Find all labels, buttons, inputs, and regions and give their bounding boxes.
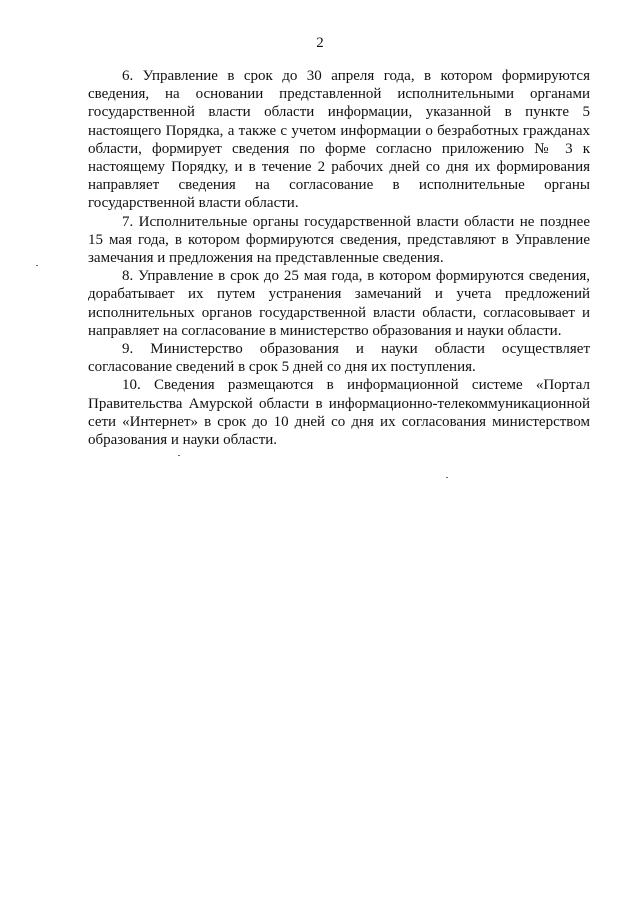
paragraph-7: 7. Исполнительные органы государственной власти области не позднее 15 мая года, в котором формируются сведения, представляют в Управление замечания и предложения на представленные сведения. [88,213,590,267]
scan-speck [36,265,38,266]
page-number: 2 [316,35,324,51]
scan-speck [178,455,180,456]
scan-speck [446,477,448,478]
document-body [88,67,590,449]
paragraph-9: 9. Министерство образования и науки области осуществляет согласование сведений в срок 5 дней со дня их поступления. [88,341,590,376]
paragraph-8: 8. Управление в срок до 25 мая года, в котором формируются сведения, дорабатывает их путем устранения замечаний и учета предложений исполнительных органов государственной власти области, согласовывает и направляет на согласование в министерство образования и науки области. [88,268,590,339]
paragraph-10: 10. Сведения размещаются в информационной системе «Портал Правительства Амурской области в информационно-телекоммуникационной сети «Интернет» в срок до 10 дней со дня их согласования министерством образования и науки области. [88,377,590,449]
paragraph-6: 6. Управление в срок до 30 апреля года, в котором формируются сведения, на основании представленной исполнительными органами государственной власти области информации, указанной в пункте 5 настоящего Порядка, а также с учетом информации о безработных гражданах области, формирует сведения по форме согласно приложению № 3 к настоящему Порядку, и в течение 2 рабочих дней со дня их формирования направляет сведения на согласование в исполнительные органы государственной власти области. [88,68,590,212]
